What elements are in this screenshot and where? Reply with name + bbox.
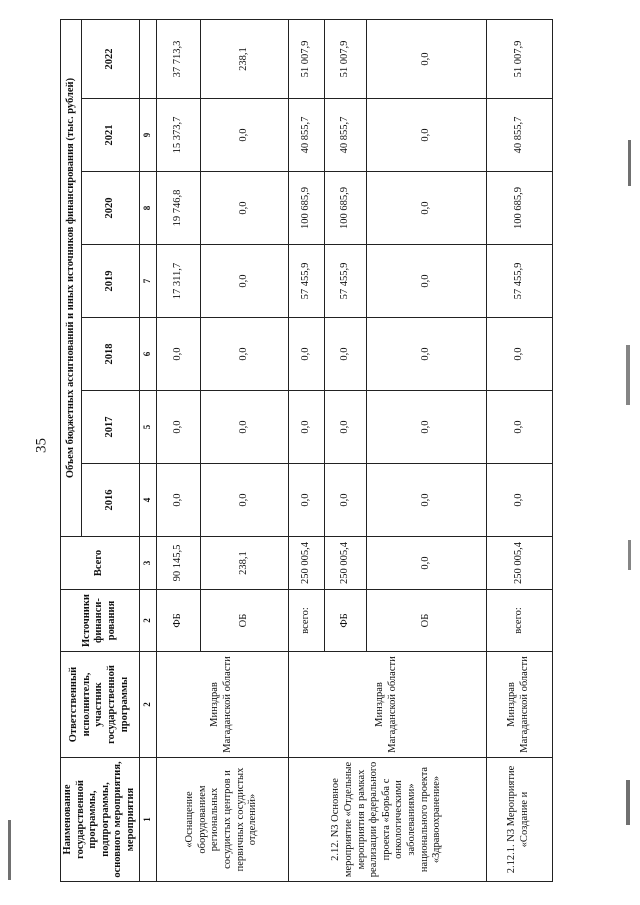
measure-name: 2.12. N3 Основное мероприятие «Отдельные мероприятия в рамках реализации федерального проекта «Борьба с онкологическими заболеваниями» национального проекта «Здравоохранение» [288, 758, 486, 882]
year-cell: 2019 [82, 245, 140, 318]
value-cell: 238,1 [200, 20, 288, 99]
value-cell: 40 855,7 [486, 99, 552, 172]
source-cell: ФБ [156, 590, 200, 652]
value-cell: 0,0 [288, 318, 324, 391]
value-cell: 0,0 [156, 318, 200, 391]
value-cell: 0,0 [366, 464, 486, 537]
executor-cell: Минздрав Магаданской области [486, 652, 552, 758]
value-cell: 37 713,3 [156, 20, 200, 99]
value-cell: 0,0 [366, 20, 486, 99]
value-cell: 51 007,9 [324, 20, 366, 99]
executor-cell: Минздрав Магаданской области [288, 652, 486, 758]
index-cell: 9 [139, 99, 156, 172]
table-row [288, 20, 324, 882]
year-cell: 2018 [82, 318, 140, 391]
value-cell: 0,0 [200, 172, 288, 245]
source-cell: ОБ [200, 590, 288, 652]
total-cell: 90 145,5 [156, 537, 200, 590]
source-cell: всего: [288, 590, 324, 652]
value-cell: 100 685,9 [288, 172, 324, 245]
index-cell: 3 [139, 537, 156, 590]
scan-mark [626, 345, 630, 405]
value-cell: 100 685,9 [324, 172, 366, 245]
year-cell: 2020 [82, 172, 140, 245]
value-cell: 0,0 [366, 245, 486, 318]
total-cell: 0,0 [366, 537, 486, 590]
header-total: Всего [61, 537, 140, 590]
measure-name: 2.12.1. N3 Мероприятие «Создание и [486, 758, 552, 882]
header-executor: Ответственный исполнитель, участник государственной программы [61, 652, 140, 758]
value-cell: 0,0 [486, 391, 552, 464]
source-cell: ОБ [366, 590, 486, 652]
index-row [139, 20, 156, 882]
table-row [156, 20, 200, 882]
index-cell: 1 [139, 758, 156, 882]
source-cell: всего: [486, 590, 552, 652]
value-cell: 57 455,9 [486, 245, 552, 318]
value-cell: 100 685,9 [486, 172, 552, 245]
value-cell: 57 455,9 [288, 245, 324, 318]
value-cell: 0,0 [486, 318, 552, 391]
value-cell: 40 855,7 [288, 99, 324, 172]
value-cell: 51 007,9 [486, 20, 552, 99]
value-cell: 17 311,7 [156, 245, 200, 318]
year-cell: 2022 [82, 20, 140, 99]
value-cell: 0,0 [288, 391, 324, 464]
index-cell: 2 [139, 590, 156, 652]
value-cell: 0,0 [366, 99, 486, 172]
index-cell: 5 [139, 391, 156, 464]
table-row [486, 20, 552, 882]
header-name: Наименование государственной программы, подпрограммы, основного мероприятия, мероприятия [61, 758, 140, 882]
index-cell [139, 20, 156, 99]
scan-mark [628, 540, 631, 570]
value-cell: 15 373,7 [156, 99, 200, 172]
financing-table [60, 19, 553, 882]
total-cell: 238,1 [200, 537, 288, 590]
index-cell: 2 [139, 652, 156, 758]
header-volume-group: Объем бюджетных ассигнований и иных источников финансирования (тыс. рублей) [61, 20, 82, 537]
index-cell: 6 [139, 318, 156, 391]
value-cell: 0,0 [324, 464, 366, 537]
index-cell: 4 [139, 464, 156, 537]
value-cell: 0,0 [156, 464, 200, 537]
total-cell: 250 005,4 [486, 537, 552, 590]
value-cell: 0,0 [486, 464, 552, 537]
scan-mark [628, 140, 631, 186]
value-cell: 0,0 [200, 464, 288, 537]
executor-cell: Минздрав Магаданской области [156, 652, 288, 758]
value-cell: 57 455,9 [324, 245, 366, 318]
value-cell: 0,0 [200, 99, 288, 172]
value-cell: 40 855,7 [324, 99, 366, 172]
year-cell: 2017 [82, 391, 140, 464]
value-cell: 0,0 [200, 391, 288, 464]
total-cell: 250 005,4 [324, 537, 366, 590]
value-cell: 0,0 [366, 318, 486, 391]
value-cell: 0,0 [200, 318, 288, 391]
header-row [61, 20, 82, 882]
value-cell: 0,0 [366, 172, 486, 245]
value-cell: 0,0 [324, 318, 366, 391]
value-cell: 0,0 [200, 245, 288, 318]
value-cell: 19 746,8 [156, 172, 200, 245]
index-cell: 8 [139, 172, 156, 245]
source-cell: ФБ [324, 590, 366, 652]
total-cell: 250 005,4 [288, 537, 324, 590]
page-number: 35 [33, 438, 50, 453]
scan-mark [626, 780, 630, 825]
rotated-table-container [60, 20, 611, 882]
year-cell: 2021 [82, 99, 140, 172]
value-cell: 0,0 [288, 464, 324, 537]
value-cell: 0,0 [324, 391, 366, 464]
year-cell: 2016 [82, 464, 140, 537]
value-cell: 0,0 [366, 391, 486, 464]
value-cell: 51 007,9 [288, 20, 324, 99]
scan-mark [8, 820, 11, 880]
index-cell: 7 [139, 245, 156, 318]
header-source: Источники финанси-рования [61, 590, 140, 652]
value-cell: 0,0 [156, 391, 200, 464]
measure-name: «Оснащение оборудованием региональных сосудистых центров и первичных сосудистых отделений» [156, 758, 288, 882]
